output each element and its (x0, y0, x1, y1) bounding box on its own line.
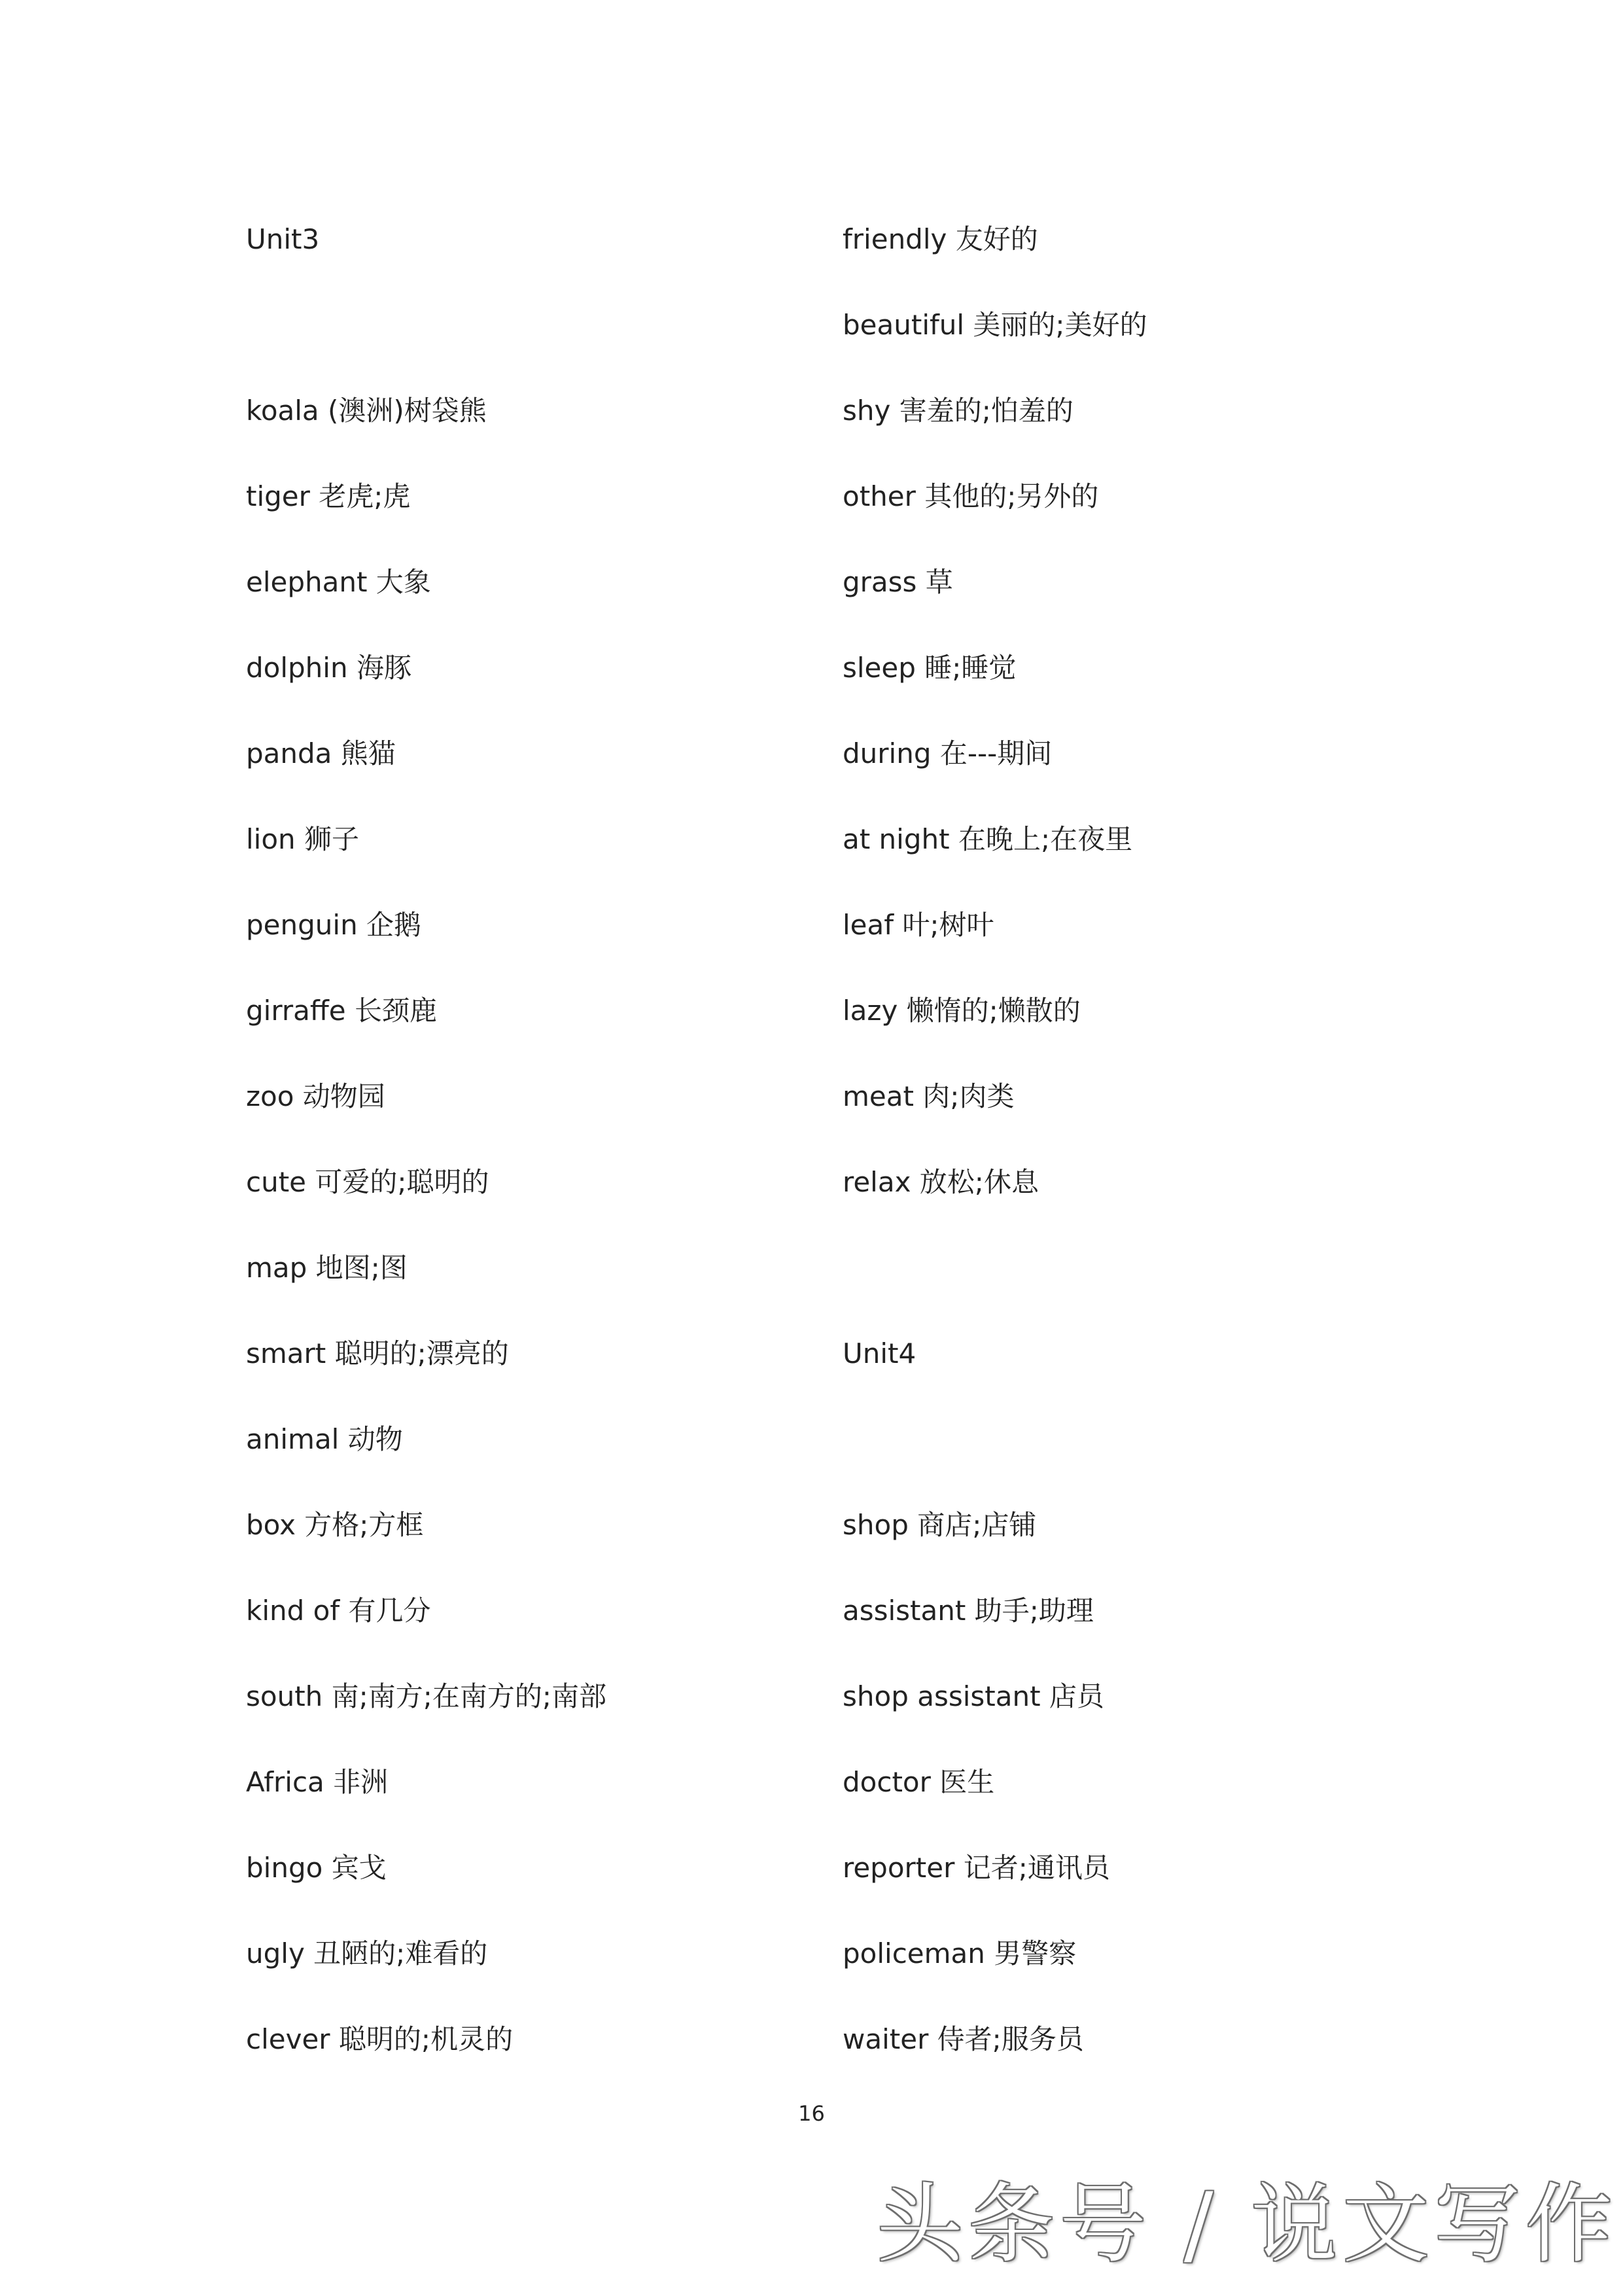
vocab-line: at night 在晚上;在夜里 (843, 823, 1133, 855)
vocab-line: kind of 有几分 (246, 1595, 431, 1627)
vocab-line: leaf 叶;树叶 (843, 909, 994, 941)
vocab-line: tiger 老虎;虎 (246, 480, 411, 512)
vocab-line: policeman 男警察 (843, 1937, 1077, 1969)
vocab-line: elephant 大象 (246, 566, 431, 598)
vocab-line: Africa 非洲 (246, 1766, 389, 1798)
vocab-line: smart 聪明的;漂亮的 (246, 1337, 509, 1369)
vocab-line: assistant 助手;助理 (843, 1595, 1094, 1627)
vocab-line: sleep 睡;睡觉 (843, 652, 1017, 684)
vocab-line: other 其他的;另外的 (843, 480, 1099, 512)
vocab-line: ugly 丑陋的;难看的 (246, 1937, 488, 1969)
vocab-line: beautiful 美丽的;美好的 (843, 309, 1147, 341)
vocab-line: map 地图;图 (246, 1252, 408, 1284)
vocab-line: koala (澳洲)树袋熊 (246, 395, 487, 427)
vocab-line: dolphin 海豚 (246, 652, 411, 684)
vocab-line: south 南;南方;在南方的;南部 (246, 1680, 607, 1712)
vocab-line: box 方格;方框 (246, 1509, 424, 1541)
vocab-line: clever 聪明的;机灵的 (246, 2023, 514, 2055)
vocab-line: shop assistant 店员 (843, 1680, 1104, 1712)
vocab-line: bingo 宾戈 (246, 1852, 387, 1884)
vocab-line: shy 害羞的;怕羞的 (843, 395, 1073, 427)
vocab-line: friendly 友好的 (843, 223, 1038, 255)
vocab-line: lion 狮子 (246, 823, 360, 855)
vocab-line: doctor 医生 (843, 1766, 995, 1798)
vocab-line: panda 熊猫 (246, 737, 396, 769)
vocab-line: waiter 侍者;服务员 (843, 2023, 1084, 2055)
vocab-line: relax 放松;休息 (843, 1166, 1039, 1198)
vocab-line: girraffe 长颈鹿 (246, 995, 437, 1027)
watermark: 头条号 / 说文写作 (877, 2174, 1618, 2275)
vocab-line: cute 可爱的;聪明的 (246, 1166, 489, 1198)
vocab-line: Unit3 (246, 223, 320, 255)
vocab-line: meat 肉;肉类 (843, 1080, 1015, 1112)
vocab-line: zoo 动物园 (246, 1080, 385, 1112)
vocab-line: grass 草 (843, 566, 953, 598)
vocab-line: animal 动物 (246, 1423, 403, 1455)
page-number: 16 (798, 2101, 825, 2126)
vocab-line: reporter 记者;通讯员 (843, 1852, 1110, 1884)
vocab-line: shop 商店;店铺 (843, 1509, 1037, 1541)
vocab-line: Unit4 (843, 1337, 916, 1369)
vocab-line: during 在---期间 (843, 737, 1053, 769)
vocab-line: lazy 懒惰的;懒散的 (843, 995, 1081, 1027)
vocab-line: penguin 企鹅 (246, 909, 422, 941)
